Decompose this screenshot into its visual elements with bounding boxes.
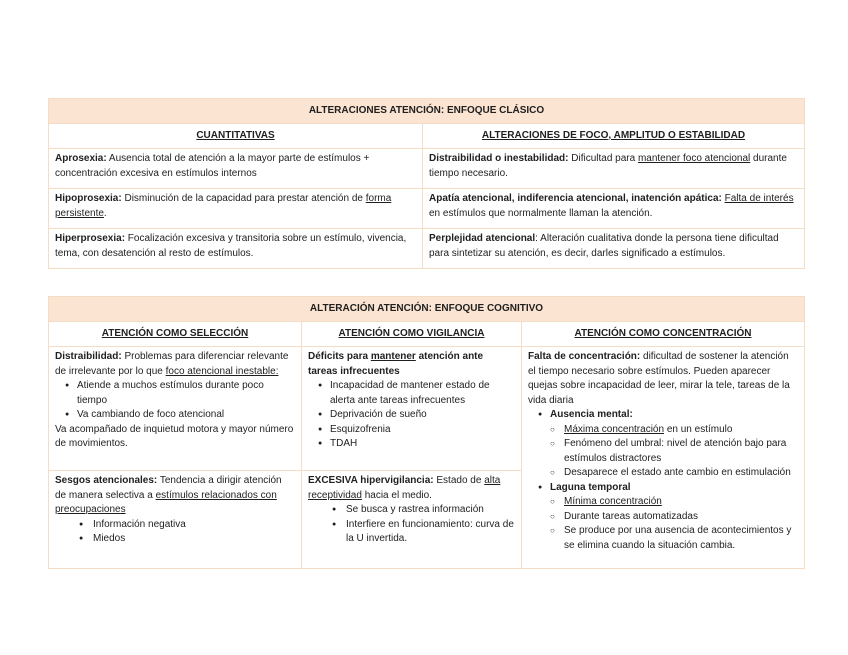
list-item: ● Atiende a muchos estímulos durante poco tiempo bbox=[55, 379, 295, 408]
col-cuantitativas: CUANTITATIVAS bbox=[49, 124, 423, 149]
col-vigilancia: ATENCIÓN COMO VIGILANCIA bbox=[302, 322, 522, 347]
group-laguna-temporal: ● Laguna temporal bbox=[528, 481, 798, 496]
list-item: ● Incapacidad de mantener estado de alerta ante tareas infrecuentes bbox=[308, 379, 515, 408]
col-seleccion: ATENCIÓN COMO SELECCIÓN bbox=[49, 322, 302, 347]
list-item: ○ Durante tareas automatizadas bbox=[528, 510, 798, 525]
table1-title: ALTERACIONES ATENCIÓN: ENFOQUE CLÁSICO bbox=[49, 99, 805, 124]
cell-hiperprosexia: Hiperprosexia: Focalización excesiva y transitoria sobre un estímulo, vivencia, tema, con desatención al resto de estímulos. bbox=[49, 229, 423, 269]
list-item: ○ Fenómeno del umbral: nivel de atención bajo para estímulos distractores bbox=[528, 437, 798, 466]
table2-title: ALTERACIÓN ATENCIÓN: ENFOQUE COGNITIVO bbox=[49, 297, 805, 322]
list-item: ● Deprivación de sueño bbox=[308, 408, 515, 423]
cell-aprosexia: Aprosexia: Ausencia total de atención a la mayor parte de estímulos + concentración excesiva en estímulos internos bbox=[49, 149, 423, 189]
cell-hipervigilancia: EXCESIVA hipervigilancia: Estado de alta receptividad hacia el medio. ● Se busca y rastrea información ● Interfiere en funcionamiento: curva de la U invertida. bbox=[302, 471, 522, 569]
table-enfoque-cognitivo bbox=[48, 296, 805, 569]
table-enfoque-clasico bbox=[48, 98, 805, 269]
cell-deficits-vigilancia: Déficits para mantener atención ante tareas infrecuentes ● Incapacidad de mantener estado de alerta ante tareas infrecuentes ● Deprivación de sueño ● Esquizofrenia ● TDAH bbox=[302, 347, 522, 471]
list-item: ● Se busca y rastrea información bbox=[308, 503, 515, 518]
cell-distraibilidad: Distraibilidad o inestabilidad: Dificultad para mantener foco atencional durante tiempo necesario. bbox=[423, 149, 805, 189]
cell-distraibilidad-seleccion: Distraibilidad: Problemas para diferenciar relevante de irrelevante por lo que foco atencional inestable: ● Atiende a muchos estímulos durante poco tiempo ● Va cambiando de foco atencional Va acompañado de inquietud motora y mayor número de movimientos. bbox=[49, 347, 302, 471]
group-ausencia-mental: ● Ausencia mental: bbox=[528, 408, 798, 423]
list-item: ● Interfiere en funcionamiento: curva de la U invertida. bbox=[308, 518, 515, 547]
cell-sesgos-atencionales: Sesgos atencionales: Tendencia a dirigir atención de manera selectiva a estímulos relacionados con preocupaciones ● Información negativa ● Miedos bbox=[49, 471, 302, 569]
col-alteraciones-foco: ALTERACIONES DE FOCO, AMPLITUD O ESTABILIDAD bbox=[423, 124, 805, 149]
list-item: ○ Se produce por una ausencia de acontecimientos y se elimina cuando la situación cambia. bbox=[528, 524, 798, 553]
list-item: ● Miedos bbox=[55, 532, 295, 547]
list-item: ○ Mínima concentración bbox=[528, 495, 798, 510]
list-item: ○ Máxima concentración en un estímulo bbox=[528, 423, 798, 438]
list-item: ● Esquizofrenia bbox=[308, 423, 515, 438]
cell-falta-concentracion: Falta de concentración: dificultad de sostener la atención el tiempo necesario sobre estímulos. Pueden aparecer quejas sobre incapacidad de leer, mirar la tele, tareas de la vida diaria ● Ausencia mental: ○ Máxima concentración en un estímulo ○ Fenómeno del umbral: nivel de atención bajo para estímulos distractores ○ Desaparece el estado ante cambio en estimulación ● Laguna temporal ○ Mínima concentración ○ Durante tareas automatizadas ○ Se produce por una ausencia de acontecimientos y se elimina cuando la situación cambia. bbox=[522, 347, 805, 569]
col-concentracion: ATENCIÓN COMO CONCENTRACIÓN bbox=[522, 322, 805, 347]
cell-perplejidad: Perplejidad atencional: Alteración cualitativa donde la persona tiene dificultad para sintetizar su atención, es decir, darles significado a estímulos. bbox=[423, 229, 805, 269]
list-item: ● Información negativa bbox=[55, 518, 295, 533]
cell-apatia: Apatía atencional, indiferencia atencional, inatención apática: Falta de interés en estímulos que normalmente llaman la atención. bbox=[423, 189, 805, 229]
list-item: ○ Desaparece el estado ante cambio en estimulación bbox=[528, 466, 798, 481]
list-item: ● Va cambiando de foco atencional bbox=[55, 408, 295, 423]
cell-hipoprosexia: Hipoprosexia: Disminución de la capacidad para prestar atención de forma persistente. bbox=[49, 189, 423, 229]
list-item: ● TDAH bbox=[308, 437, 515, 452]
